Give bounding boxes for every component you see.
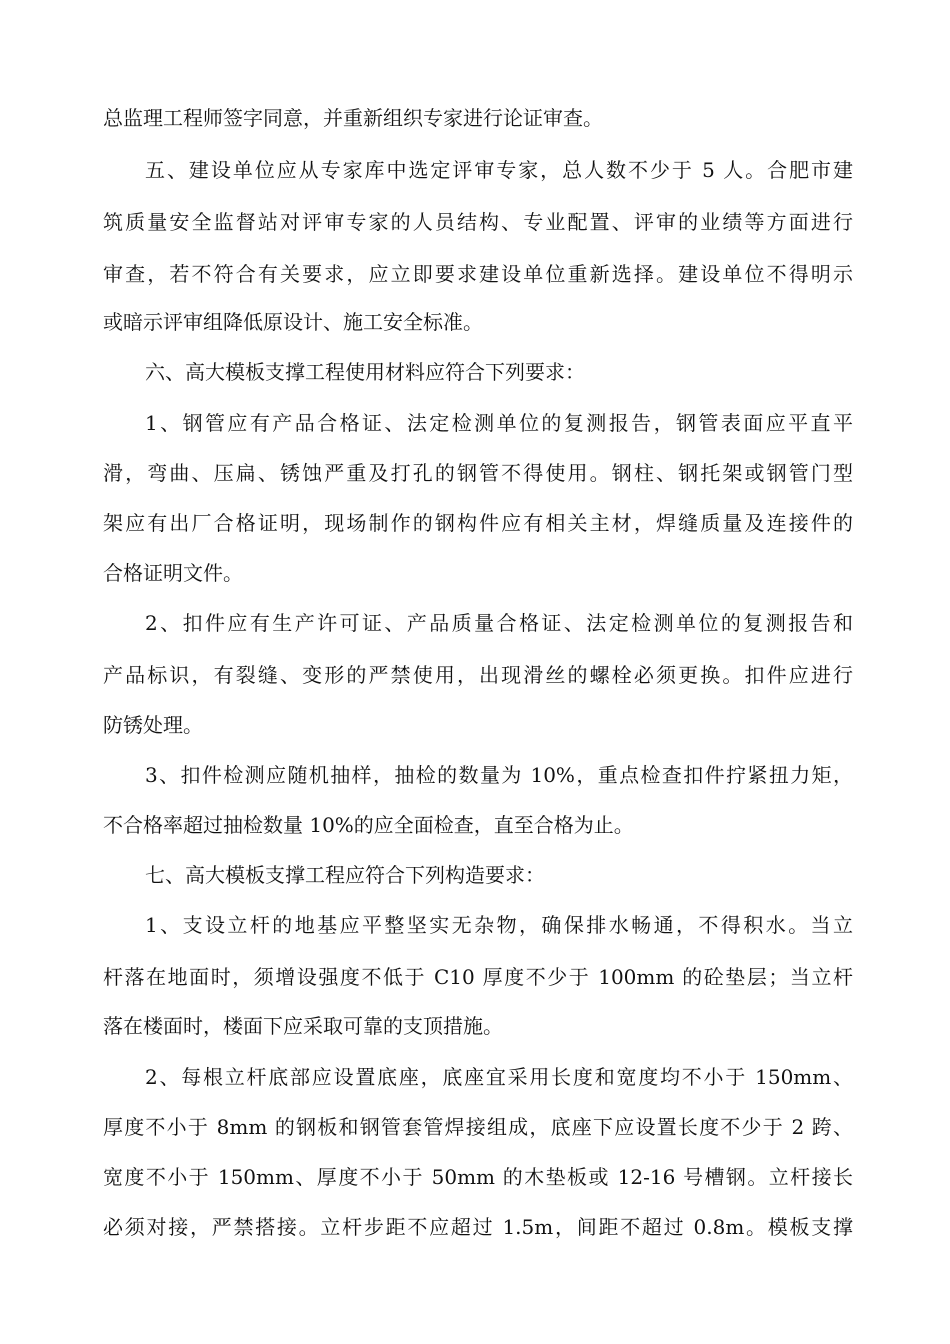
- text-line: 杆落在地面时，须增设强度不低于 C10 厚度不少于 100mm 的砼垫层；当立杆: [103, 965, 853, 989]
- text-line: 五、建设单位应从专家库中选定评审专家，总人数不少于 5 人。合肥市建: [145, 158, 853, 182]
- text-line: 七、高大模板支撑工程应符合下列构造要求：: [145, 863, 545, 887]
- text-line: 3、扣件检测应随机抽样，抽检的数量为 10%，重点检查扣件拧紧扭力矩，: [145, 763, 853, 787]
- text-line: 筑质量安全监督站对评审专家的人员结构、专业配置、评审的业绩等方面进行: [103, 210, 853, 234]
- text-line: 不合格率超过抽检数量 10%的应全面检查，直至合格为止。: [103, 813, 634, 837]
- text-line: 必须对接，严禁搭接。立杆步距不应超过 1.5m，间距不超过 0.8m。模板支撑: [103, 1215, 853, 1239]
- text-line: 厚度不小于 8mm 的钢板和钢管套管焊接组成，底座下应设置长度不少于 2 跨、: [103, 1115, 853, 1139]
- text-line: 滑，弯曲、压扁、锈蚀严重及打孔的钢管不得使用。钢柱、钢托架或钢管门型: [103, 461, 853, 485]
- text-line: 1、支设立杆的地基应平整坚实无杂物，确保排水畅通，不得积水。当立: [145, 913, 853, 937]
- text-line: 产品标识，有裂缝、变形的严禁使用，出现滑丝的螺栓必须更换。扣件应进行: [103, 663, 853, 687]
- text-line: 六、高大模板支撑工程使用材料应符合下列要求：: [145, 360, 585, 384]
- text-line: 2、每根立杆底部应设置底座，底座宜采用长度和宽度均不小于 150mm、: [145, 1065, 853, 1089]
- text-line: 架应有出厂合格证明，现场制作的钢构件应有相关主材，焊缝质量及连接件的: [103, 511, 853, 535]
- text-line: 总监理工程师签字同意，并重新组织专家进行论证审查。: [103, 106, 603, 130]
- text-line: 合格证明文件。: [103, 561, 243, 585]
- text-line: 宽度不小于 150mm、厚度不小于 50mm 的木垫板或 12-16 号槽钢。立杆接长: [103, 1165, 853, 1189]
- text-line: 或暗示评审组降低原设计、施工安全标准。: [103, 310, 483, 334]
- text-line: 1、钢管应有产品合格证、法定检测单位的复测报告，钢管表面应平直平: [145, 411, 853, 435]
- text-line: 落在楼面时，楼面下应采取可靠的支顶措施。: [103, 1014, 503, 1038]
- text-line: 2、扣件应有生产许可证、产品质量合格证、法定检测单位的复测报告和: [145, 611, 853, 635]
- text-line: 审查，若不符合有关要求，应立即要求建设单位重新选择。建设单位不得明示: [103, 262, 853, 286]
- text-line: 防锈处理。: [103, 713, 203, 737]
